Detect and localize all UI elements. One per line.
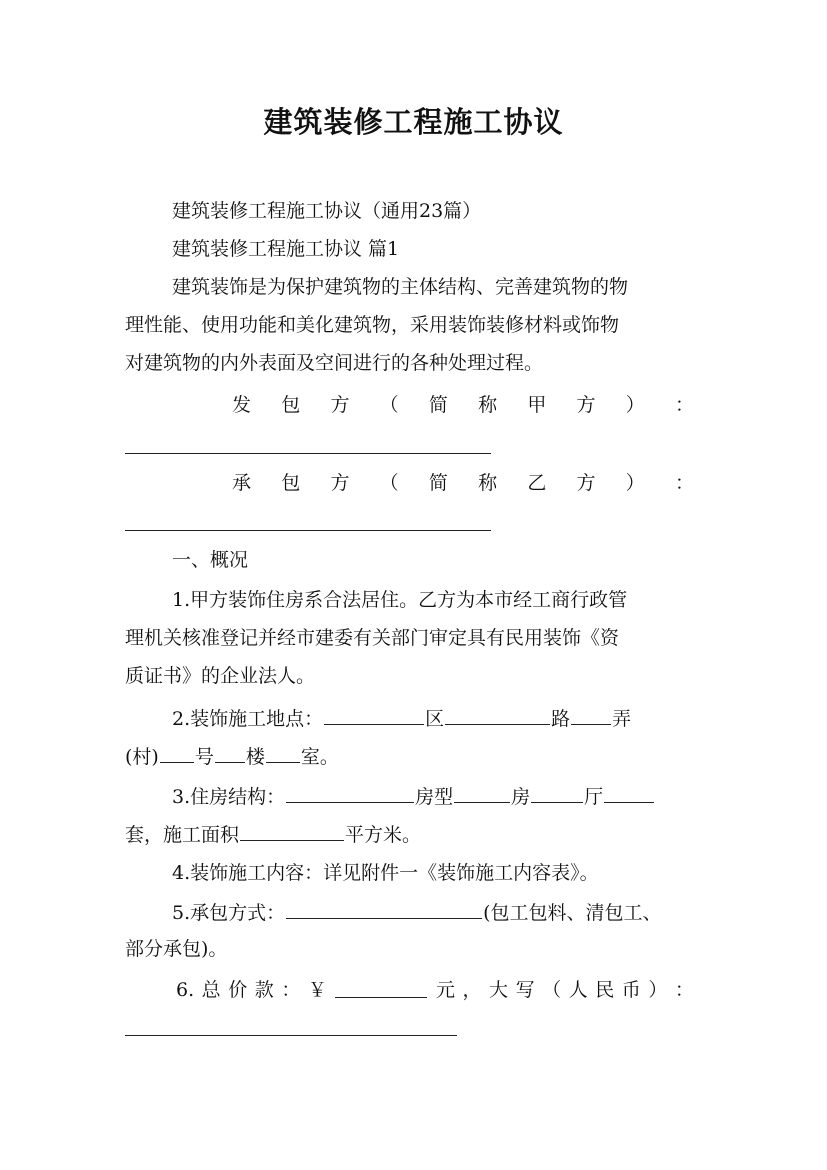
road-blank[interactable]: [445, 702, 550, 725]
item1-line-3: 质证书》的企业法人。: [125, 665, 316, 687]
total-price-blank[interactable]: [335, 975, 427, 998]
overview-heading: 一、概况: [172, 549, 249, 571]
item3-line-1: 3.住房结构： 房型 房 厅: [172, 780, 752, 812]
number-blank[interactable]: [160, 740, 194, 763]
intro-line-2: 理性能、使用功能和美化建筑物，采用装饰装修材料或饰物: [125, 314, 620, 336]
item1-line-2: 理机关核准登记并经市建委有关部门审定具有民用装饰《资: [125, 627, 620, 649]
hall-count-blank[interactable]: [531, 780, 583, 803]
area-blank[interactable]: [240, 818, 344, 841]
intro-line-3: 对建筑物的内外表面及空间进行的各种处理过程。: [125, 352, 544, 374]
district-blank[interactable]: [324, 702, 424, 725]
item3-line-2: 套，施工面积 平方米。: [125, 818, 705, 850]
section-heading: 建筑装修工程施工协议 篇1: [172, 238, 400, 260]
price-uppercase-fill-line[interactable]: [125, 1035, 457, 1036]
intro-line-1: 建筑装饰是为保护建筑物的主体结构、完善建筑物的物: [172, 276, 629, 298]
lane-blank[interactable]: [571, 702, 611, 725]
document-title: 建筑装修工程施工协议: [263, 105, 564, 139]
item6-line-1: 6. 总 价 款 ： ￥ 元 ， 大 写 （ 人 民 币 ） ：: [176, 975, 694, 1005]
suite-count-blank[interactable]: [604, 780, 654, 803]
item1-line-1: 1.甲方装饰住房系合法居住。乙方为本市经工商行政管: [172, 589, 628, 611]
item2-line-2: (村) 号 楼 室。: [125, 740, 705, 772]
item4: 4.装饰施工内容：详见附件一《装饰施工内容表》。: [172, 862, 599, 884]
room-count-blank[interactable]: [454, 780, 510, 803]
subtitle: 建筑装修工程施工协议（通用23篇）: [172, 200, 482, 222]
item5-line-2: 部分承包)。: [125, 938, 228, 960]
building-blank[interactable]: [215, 740, 245, 763]
house-structure-blank[interactable]: [286, 780, 414, 803]
party-a-fill-line[interactable]: [125, 453, 491, 454]
item5-line-1: 5.承包方式： (包工包料、清包工、: [172, 896, 752, 928]
room-blank[interactable]: [266, 740, 300, 763]
party-b-label: 承 包 方 （ 简 称 乙 方 ） ：: [232, 472, 694, 494]
party-a-label: 发 包 方 （ 简 称 甲 方 ） ：: [232, 394, 694, 416]
item2-line-1: 2.装饰施工地点： 区 路 弄: [172, 702, 752, 734]
contract-method-blank[interactable]: [286, 896, 482, 919]
party-b-fill-line[interactable]: [125, 530, 491, 531]
